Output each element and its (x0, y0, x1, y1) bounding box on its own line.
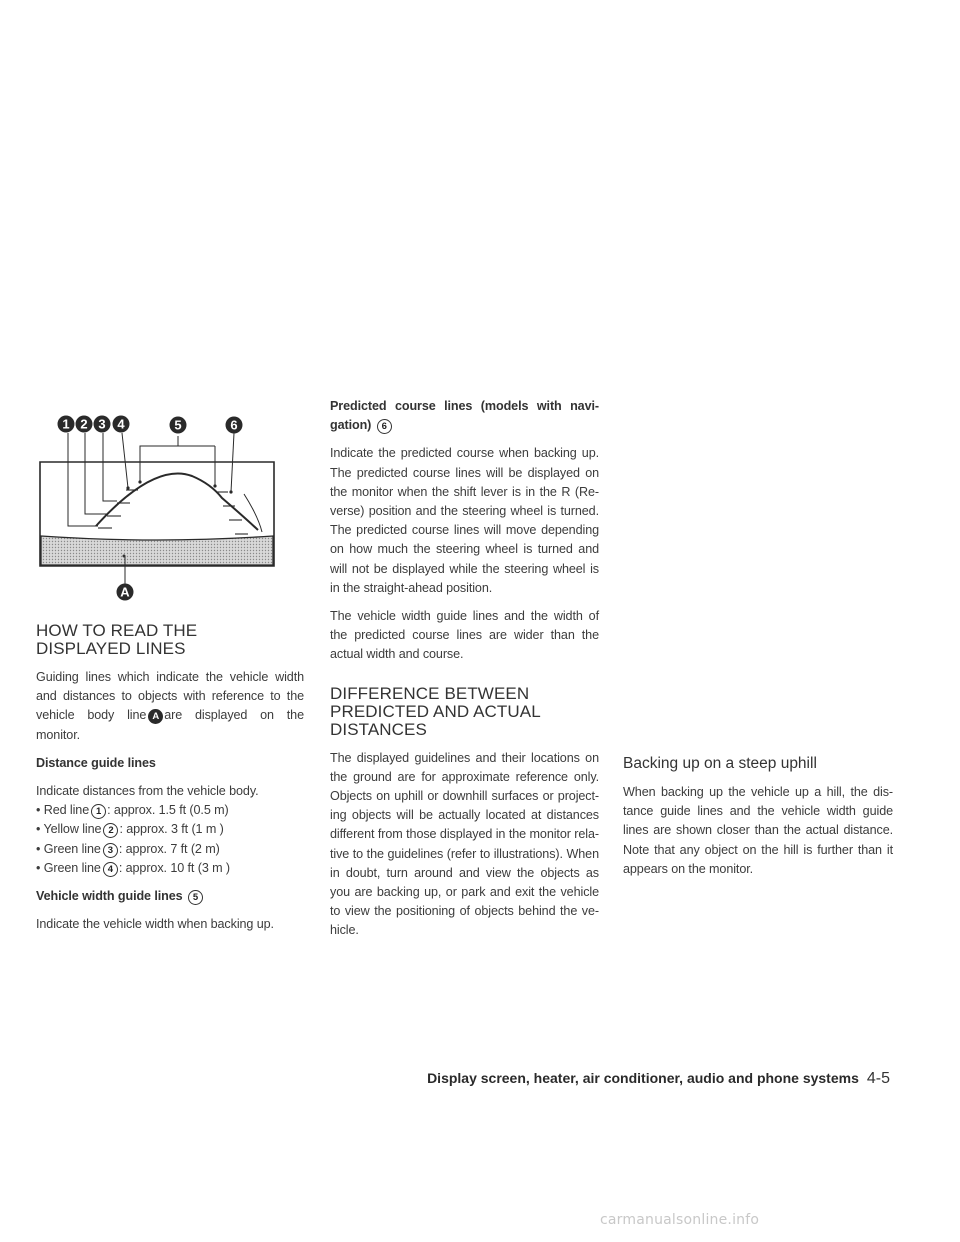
predicted-course-line (96, 473, 258, 530)
intro-paragraph: Guiding lines which indicate the vehicle width and distances to objects with reference to the vehicle body line A are displayed on the monitor. (36, 670, 304, 742)
difference-paragraph: The displayed guidelines and their locations on the ground are for approximate reference only. Objects on uphill or downhill surfaces or project-ing objects will be actually located at distances different from those displayed in the monitor rela-tive to the guidelines (refer to illustrations). When in doubt, turn around and view the objects as you are backing up, or park and exit the vehicle to view the positioning of objects behind the ve-hicle. (330, 750, 599, 938)
width-guide-text: Indicate the vehicle width when backing up. (36, 917, 274, 932)
heading-difference: DIFFERENCE BETWEEN PREDICTED AND ACTUAL DISTANCES (330, 683, 541, 739)
steep-uphill-text: When backing up the vehicle up a hill, the dis-tance guide lines and the vehicle width guide lines are shown closer than the actual distance. Note that any object on the hill is further than it appears on the monitor. (623, 785, 893, 876)
callout-5: 5 (174, 417, 182, 433)
number-2-icon: 2 (103, 823, 118, 838)
rear-view-monitor-diagram (36, 408, 286, 604)
left-column (36, 622, 304, 934)
number-1-icon: 1 (91, 804, 106, 819)
callout-6: 6 (230, 417, 238, 433)
number-5-icon: 5 (188, 890, 203, 905)
footer-section-title: Display screen, heater, air conditioner, audio and phone systems (427, 1070, 859, 1086)
marker-a-icon: A (148, 709, 163, 724)
predicted-course-p1: Indicate the predicted course when backing up. The predicted course lines will be displayed on the monitor when the shift lever is in the R (Re-verse) position and the steering wheel is turned. The predicted course lines will move depending on how much the steering wheel is turned and will not be displayed while the steering wheel is in the straight-ahead position. (330, 446, 599, 595)
bullet-green-2m: • Green line 3 : approx. 7 ft (2 m) (36, 841, 220, 856)
bumper-area (41, 536, 273, 565)
heading-how-to-read: HOW TO READ THE DISPLAYED LINES (36, 621, 198, 658)
right-column (623, 755, 893, 879)
number-4-icon: 4 (103, 862, 118, 877)
watermark: carmanualsonline.info (600, 1212, 760, 1228)
distance-guide-intro: Indicate distances from the vehicle body. (36, 784, 259, 799)
callout-2: 2 (80, 416, 88, 432)
number-3-icon: 3 (103, 843, 118, 858)
callout-4: 4 (117, 416, 125, 432)
heading-steep-uphill: Backing up on a steep uphill (623, 755, 817, 772)
middle-column (330, 397, 599, 941)
callout-1: 1 (62, 416, 70, 432)
bullet-red: • Red line 1 : approx. 1.5 ft (0.5 m) (36, 803, 229, 818)
callout-3: 3 (98, 416, 106, 432)
number-6-icon: 6 (377, 419, 392, 434)
page-footer (420, 1070, 890, 1088)
bullet-green-3m: • Green line 4 : approx. 10 ft (3 m ) (36, 860, 231, 875)
distance-guide-title: Distance guide lines (36, 755, 156, 770)
predicted-course-p2: The vehicle width guide lines and the width of the predicted course lines are wider than the actual width and course. (330, 609, 599, 662)
page-number: 4-5 (866, 1070, 890, 1087)
callout-a: A (120, 584, 130, 600)
bullet-yellow: • Yellow line 2 : approx. 3 ft (1 m ) (36, 822, 224, 837)
predicted-course-title: Predicted course lines (models with navi-gation) 6 (330, 399, 599, 433)
width-guide-title: Vehicle width guide lines 5 (36, 887, 304, 906)
